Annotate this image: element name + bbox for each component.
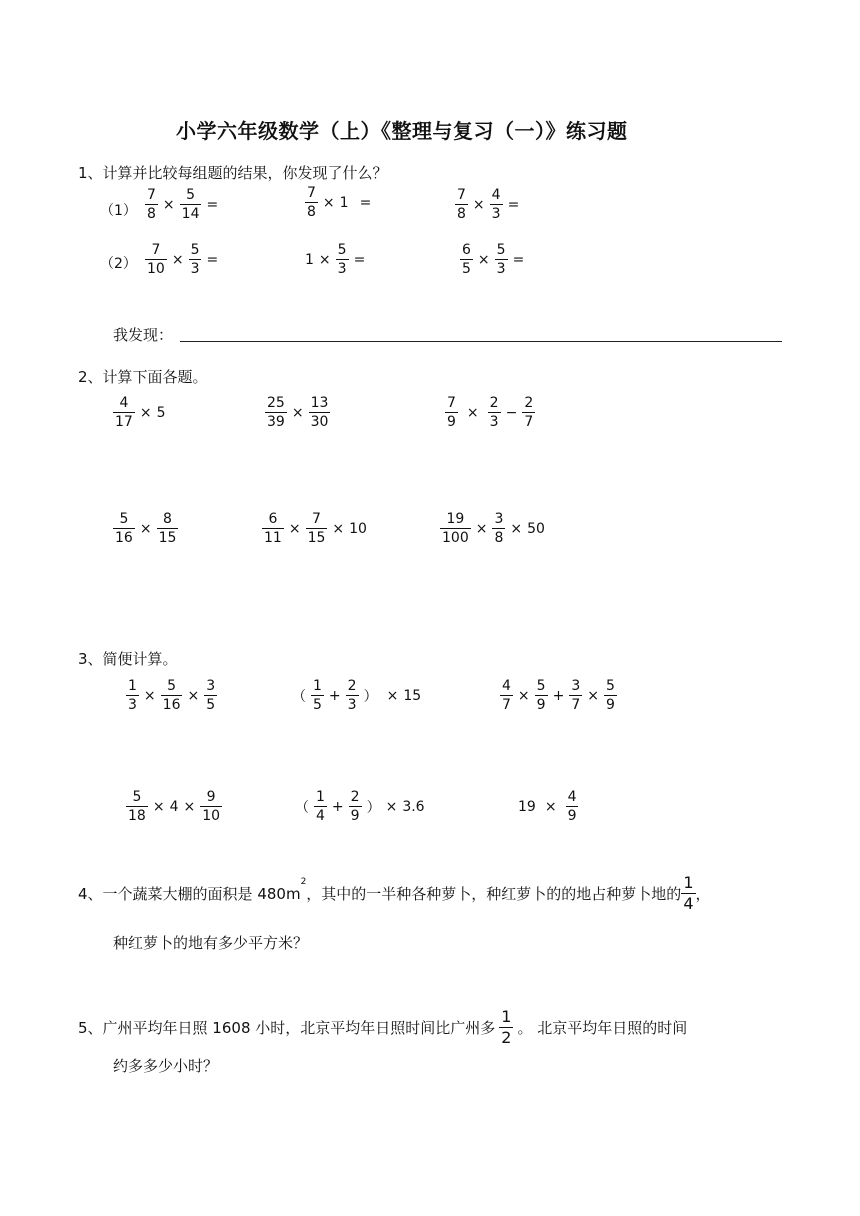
math-symbol: 1	[339, 194, 349, 211]
math-symbol: ×	[475, 520, 488, 537]
fraction	[604, 679, 617, 712]
q2-f	[440, 512, 545, 545]
question-2: 2、计算下面各题。	[78, 368, 208, 386]
q1-1a	[145, 188, 218, 221]
question-5-line2: 约多多少小时？	[113, 1057, 219, 1075]
question-4	[78, 875, 711, 912]
numerator: 3	[494, 511, 504, 527]
q1-2c	[460, 243, 524, 276]
math-symbol: 5、广州平均年日照 1608 小时，北京平均年日照时间比广州多	[78, 1019, 496, 1037]
fraction	[126, 679, 139, 712]
math-symbol: ×	[318, 251, 331, 268]
math-symbol: ×	[183, 798, 196, 815]
fraction	[440, 512, 471, 545]
numerator: 5	[186, 187, 196, 203]
q2-c	[445, 396, 535, 429]
numerator: 7	[312, 511, 321, 527]
fraction	[126, 790, 148, 823]
fraction	[314, 790, 327, 823]
fraction	[113, 396, 135, 429]
q1-row1-label	[100, 190, 137, 230]
numerator: 5	[337, 242, 347, 258]
fraction	[145, 243, 167, 276]
math-symbol: ×	[162, 196, 175, 213]
numerator: 4	[502, 678, 511, 694]
fraction	[145, 188, 158, 221]
q3-e	[295, 790, 425, 823]
denominator: 9	[536, 697, 546, 713]
numerator: 5	[190, 242, 200, 258]
denominator: 9	[447, 414, 456, 430]
numerator: 7	[447, 395, 456, 411]
numerator: 2	[524, 395, 534, 411]
fraction	[522, 396, 535, 429]
numerator: 2	[489, 395, 499, 411]
math-symbol: ×	[472, 196, 485, 213]
numerator: 25	[267, 395, 285, 411]
denominator: 9	[567, 808, 577, 824]
fraction	[460, 243, 473, 276]
q1-1b	[305, 186, 371, 219]
math-symbol: =	[206, 196, 219, 213]
math-symbol: 4	[169, 798, 179, 815]
q2-d	[113, 512, 178, 545]
math-symbol: ×	[332, 520, 345, 537]
discover-label: 我发现：	[113, 326, 174, 344]
q1-row2-label	[100, 243, 137, 283]
denominator: 3	[491, 206, 501, 222]
fraction	[311, 679, 324, 712]
q3-a	[126, 679, 217, 712]
numerator: 1	[683, 873, 694, 892]
math-symbol: ，	[695, 885, 711, 903]
q3-d	[126, 790, 222, 823]
numerator: 5	[119, 511, 129, 527]
fraction	[495, 243, 508, 276]
denominator: 15	[158, 530, 177, 546]
fraction	[305, 186, 318, 219]
numerator: 5	[605, 678, 615, 694]
math-symbol: ×	[139, 404, 152, 421]
math-symbol: ×	[587, 687, 599, 704]
fraction	[681, 875, 695, 912]
numerator: 5	[167, 678, 177, 694]
math-symbol: ×	[288, 520, 301, 537]
fraction	[309, 396, 331, 429]
math-symbol: 19	[518, 798, 536, 815]
math-symbol: =	[353, 251, 366, 268]
math-symbol: 2	[300, 877, 307, 887]
math-symbol: 。 北京平均年日照的时间	[517, 1019, 688, 1037]
denominator: 18	[128, 808, 146, 824]
fraction	[535, 679, 548, 712]
math-symbol: ×	[477, 251, 490, 268]
fraction	[346, 679, 359, 712]
fraction	[306, 512, 328, 545]
question-3: 3、简便计算。	[78, 650, 178, 668]
math-symbol: ×	[152, 798, 165, 815]
denominator: 3	[337, 261, 347, 277]
denominator: 5	[206, 697, 216, 713]
numerator: 19	[446, 511, 465, 527]
fraction	[262, 512, 284, 545]
numerator: 6	[462, 242, 471, 258]
denominator: 17	[115, 414, 133, 430]
denominator: 5	[313, 697, 322, 713]
fraction	[455, 188, 468, 221]
denominator: 15	[307, 530, 326, 546]
q2-b	[265, 396, 330, 429]
fraction	[492, 512, 505, 545]
math-symbol: 10	[349, 520, 367, 537]
denominator: 3	[347, 697, 357, 713]
denominator: 3	[489, 414, 499, 430]
page-title: 小学六年级数学（上）《整理与复习（一）》练习题	[176, 119, 628, 143]
math-symbol: =	[206, 251, 219, 268]
fraction	[161, 679, 183, 712]
numerator: 9	[206, 789, 216, 805]
fraction	[189, 243, 202, 276]
numerator: 7	[307, 185, 316, 201]
numerator: 2	[350, 789, 360, 805]
denominator: 4	[316, 808, 325, 824]
denominator: 14	[181, 206, 200, 222]
math-symbol: 50	[527, 520, 545, 537]
math-symbol: ×	[517, 687, 530, 704]
numerator: 1	[128, 678, 137, 694]
math-symbol: ×	[139, 520, 152, 537]
math-symbol: ×	[466, 404, 479, 421]
numerator: 4	[491, 187, 501, 203]
row-label: （1）	[100, 203, 137, 219]
denominator: 9	[605, 697, 615, 713]
fraction	[490, 188, 503, 221]
fraction	[569, 679, 582, 712]
denominator: 2	[501, 1028, 512, 1047]
question-5	[78, 1009, 687, 1046]
denominator: 8	[147, 206, 156, 222]
denominator: 8	[457, 206, 466, 222]
math-symbol: −	[505, 404, 518, 421]
math-symbol: ×	[322, 194, 335, 211]
math-symbol: 5	[156, 404, 166, 421]
fraction	[445, 396, 458, 429]
numerator: 5	[496, 242, 506, 258]
fraction	[113, 512, 135, 545]
fraction	[200, 790, 222, 823]
numerator: 6	[268, 511, 278, 527]
fraction	[500, 679, 513, 712]
numerator: 4	[119, 395, 129, 411]
q1-1c	[455, 188, 519, 221]
q2-e	[262, 512, 367, 545]
numerator: 5	[132, 789, 142, 805]
math-symbol: （	[292, 688, 306, 705]
math-symbol: ，其中的一半种各种萝卜，种红萝卜的的地占种萝卜地的	[306, 885, 682, 903]
answer-line[interactable]	[180, 341, 782, 342]
numerator: 5	[536, 678, 546, 694]
math-symbol: 15	[403, 687, 422, 704]
fraction	[499, 1009, 513, 1046]
numerator: 8	[163, 511, 172, 527]
fraction	[566, 790, 579, 823]
math-symbol: 4、一个蔬菜大棚的面积是 480m	[78, 885, 301, 903]
math-symbol: 3.6	[402, 798, 425, 815]
q3-f	[518, 790, 578, 823]
denominator: 8	[494, 530, 504, 546]
math-symbol: ×	[187, 687, 200, 704]
math-symbol: ×	[143, 687, 156, 704]
numerator: 7	[457, 187, 466, 203]
denominator: 3	[190, 261, 200, 277]
denominator: 9	[350, 808, 360, 824]
denominator: 16	[115, 530, 133, 546]
fraction	[204, 679, 217, 712]
denominator: 5	[462, 261, 471, 277]
math-symbol: ×	[291, 404, 304, 421]
denominator: 3	[496, 261, 506, 277]
denominator: 7	[524, 414, 534, 430]
numerator: 7	[151, 242, 161, 258]
denominator: 100	[442, 530, 469, 546]
question-1: 1、计算并比较每组题的结果，你发现了什么？	[78, 164, 388, 182]
numerator: 7	[147, 187, 156, 203]
denominator: 7	[502, 697, 511, 713]
denominator: 11	[264, 530, 282, 546]
math-symbol: 1	[305, 251, 314, 268]
q1-2a	[145, 243, 218, 276]
fraction	[157, 512, 179, 545]
math-symbol: （	[295, 799, 309, 816]
numerator: 13	[310, 395, 329, 411]
numerator: 4	[567, 789, 577, 805]
denominator: 8	[307, 204, 316, 220]
denominator: 3	[128, 697, 137, 713]
math-symbol: =	[359, 194, 372, 211]
math-symbol: ×	[385, 798, 398, 815]
math-symbol: =	[512, 251, 525, 268]
numerator: 1	[313, 678, 322, 694]
math-symbol: ×	[510, 520, 523, 537]
denominator: 30	[310, 414, 329, 430]
fraction	[336, 243, 349, 276]
math-symbol: =	[507, 196, 520, 213]
q3-c	[500, 679, 617, 712]
q1-2b	[305, 243, 365, 276]
math-symbol: ）	[363, 688, 378, 705]
q2-a	[113, 396, 165, 429]
denominator: 4	[683, 894, 694, 913]
q3-b	[292, 679, 421, 712]
fraction	[265, 396, 287, 429]
math-symbol: ×	[386, 687, 399, 704]
fraction	[349, 790, 362, 823]
denominator: 39	[267, 414, 285, 430]
math-symbol: +	[331, 798, 344, 815]
question-4-line2: 种红萝卜的地有多少平方米？	[113, 934, 309, 952]
denominator: 16	[162, 697, 181, 713]
numerator: 3	[571, 678, 581, 694]
math-symbol: ×	[171, 251, 184, 268]
math-symbol: +	[328, 687, 341, 704]
numerator: 3	[206, 678, 216, 694]
fraction	[180, 188, 202, 221]
row-label: （2）	[100, 256, 137, 272]
denominator: 7	[571, 697, 581, 713]
math-symbol: +	[552, 687, 565, 704]
fraction	[488, 396, 501, 429]
denominator: 10	[202, 808, 221, 824]
numerator: 1	[501, 1007, 512, 1026]
math-symbol: ）	[366, 799, 381, 816]
numerator: 1	[316, 789, 325, 805]
numerator: 2	[347, 678, 357, 694]
denominator: 10	[147, 261, 165, 277]
math-symbol: ×	[544, 798, 557, 815]
